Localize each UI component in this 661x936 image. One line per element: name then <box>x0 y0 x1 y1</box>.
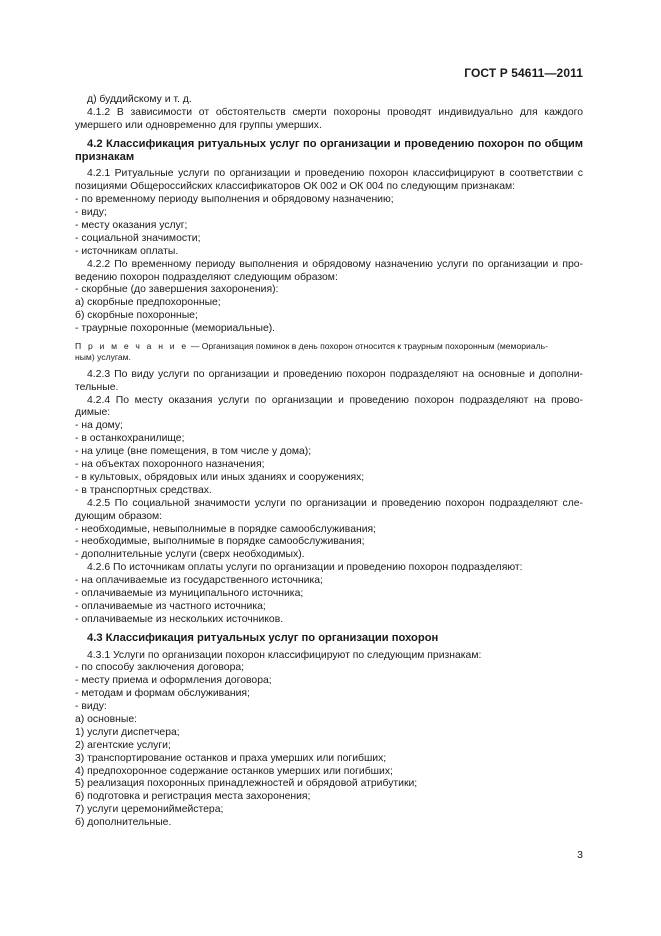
page-number: 3 <box>577 849 583 861</box>
text-line: димые: <box>75 407 111 419</box>
note-label: П р и м е ч а н и е <box>75 341 189 352</box>
list-item: - дополнительные услуги (сверх необходимых). <box>75 549 305 561</box>
list-item: - виду; <box>75 207 107 219</box>
text-line: позициями Общероссийских классификаторов ОК 002 и ОК 004 по следующим признакам: <box>75 181 516 193</box>
note-text: — Организация поминок в день похорон относится к траурным похоронным (мемориаль- <box>188 341 548 352</box>
text-line: д) буддийскому и т. д. <box>87 94 192 105</box>
text-line: 4.2.6 По источникам оплаты услуги по организации и проведению похорон подразделяют: <box>87 562 523 574</box>
list-item: - оплачиваемые из муниципального источника; <box>75 587 304 599</box>
list-item: - траурные похоронные (мемориальные). <box>75 323 276 335</box>
list-item: - оплачиваемые из частного источника; <box>75 600 266 612</box>
text-line: 4.1.2 В зависимости от обстоятельств смерти похороны проводят индивидуально для каждого <box>87 106 583 118</box>
list-item: - источникам оплаты. <box>75 245 179 257</box>
list-item: - месту приема и оформления договора; <box>75 675 272 687</box>
list-item: - в останкохранилище; <box>75 433 185 445</box>
text-line: ведению похорон подразделяют следующим образом: <box>75 271 338 283</box>
note-block <box>75 341 583 364</box>
list-item: 6) подготовка и регистрация места захоронения; <box>75 791 311 803</box>
list-item: а) скорбные предпохоронные; <box>75 297 221 309</box>
list-item: 3) транспортирование останков и праха умерших или погибших; <box>75 752 387 764</box>
list-item: - на улице (вне помещения, в том числе у дома); <box>75 446 312 458</box>
list-item: б) дополнительные. <box>75 817 172 829</box>
list-item: 5) реализация похоронных принадлежностей и обрядовой атрибутики; <box>75 778 418 790</box>
section-heading-4-2: 4.2 Классификация ритуальных услуг по организации и проведению похорон по общим <box>87 137 583 150</box>
text-line: 4.2.2 По временному периоду выполнения и обрядовому назначению услуги по организации и про- <box>87 258 583 270</box>
text-line: 4.3.1 Услуги по организации похорон классифицируют по следующим признакам: <box>87 649 482 661</box>
list-item: 7) услуги церемониймейстера; <box>75 804 224 816</box>
list-item: - необходимые, невыполнимые в порядке самообслуживания; <box>75 523 377 535</box>
note-line: ным) услугам. <box>75 352 131 363</box>
list-item: - социальной значимости; <box>75 232 201 244</box>
list-item: б) скорбные похоронные; <box>75 310 198 322</box>
list-item: - необходимые, выполнимые в порядке самообслуживания; <box>75 536 365 548</box>
list-item: 2) агентские услуги; <box>75 739 171 751</box>
list-item: - оплачиваемые из нескольких источников. <box>75 613 284 625</box>
text-line: тельные. <box>75 381 119 393</box>
note-line <box>75 341 583 352</box>
list-item: 4) предпохоронное содержание останков умерших или погибших; <box>75 765 393 777</box>
list-item: - месту оказания услуг; <box>75 220 188 232</box>
list-item: а) основные: <box>75 713 138 725</box>
text-line: 4.2.3 По виду услуги по организации и проведению похорон подразделяют на основные и дополни- <box>87 368 583 380</box>
list-item: - виду: <box>75 701 107 713</box>
list-item: - скорбные (до завершения захоронения): <box>75 284 279 296</box>
document-body <box>75 94 583 830</box>
list-item: - на оплачиваемые из государственного источника; <box>75 575 323 587</box>
text-line: 4.2.4 По месту оказания услуги по организации и проведению похорон подразделяют на прово- <box>87 394 583 406</box>
list-item: - методам и формам обслуживания; <box>75 688 250 700</box>
list-item: - в культовых, обрядовых или иных зданиях и сооружениях; <box>75 471 365 483</box>
text-line: 4.2.5 По социальной значимости услуги по организации и проведению похорон подразделяют сле- <box>87 497 583 509</box>
text-line: 4.2.1 Ритуальные услуги по организации и проведению похорон классифицируют в соответствии с <box>87 168 583 180</box>
text-line: дующим образом: <box>75 510 163 522</box>
section-heading-4-3: 4.3 Классификация ритуальных услуг по организации похорон <box>87 631 439 644</box>
list-item: - на объектах похоронного назначения; <box>75 459 265 471</box>
list-item: - по способу заключения договора; <box>75 662 245 674</box>
list-item: - по временному периоду выполнения и обрядовому назначению; <box>75 194 394 206</box>
text-line: умершего или одновременно для группы умерших. <box>75 119 322 131</box>
section-heading-4-2-cont: признакам <box>75 150 135 163</box>
list-item: 1) услуги диспетчера; <box>75 726 180 738</box>
list-item: - в транспортных средствах. <box>75 484 212 496</box>
document-standard-number: ГОСТ Р 54611—2011 <box>464 66 583 80</box>
list-item: - на дому; <box>75 420 123 432</box>
